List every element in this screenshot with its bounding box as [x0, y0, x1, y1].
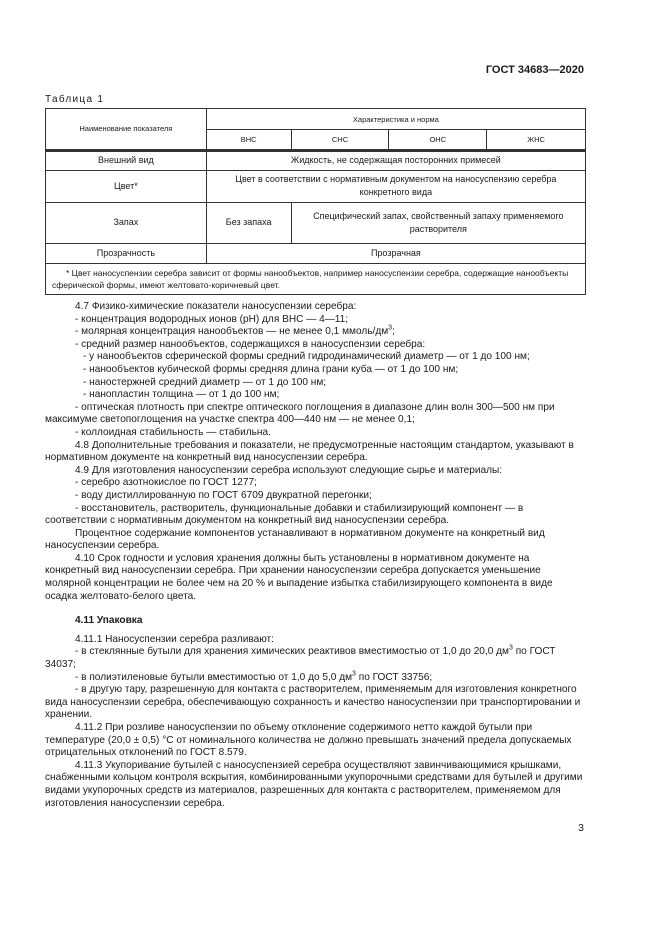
list-item: - средний размер нанообъектов, содержащихся в наносуспензии серебра:	[75, 338, 426, 350]
col-header-name: Наименование показателя	[46, 109, 207, 150]
list-item-text: ;	[392, 326, 395, 338]
page-number: 3	[578, 822, 584, 834]
row-value-transparency: Прозрачная	[206, 243, 585, 263]
col-header-group: Характеристика и норма	[206, 109, 585, 130]
subcol-zhns: ЖНС	[487, 130, 586, 150]
subcol-ons: ОНС	[389, 130, 487, 150]
row-name-color: Цвет*	[46, 170, 207, 202]
list-item-text: по ГОСТ 34037;	[45, 646, 556, 671]
row-name-appearance: Внешний вид	[46, 151, 207, 170]
list-item	[75, 672, 586, 685]
row-name-smell: Запах	[46, 202, 207, 243]
clause-4-9: 4.9 Для изготовления наносуспензии серебра используют следующие сырье и материалы:	[75, 464, 503, 476]
sub-list-item: - нанопластин толщина — от 1 до 100 нм;	[83, 389, 280, 401]
clause-4-11-3: 4.11.3 Укупоривание бутылей с наносуспензией серебра осуществляют завинчивающимися крышками, снабженными кольцом контроля вскрытия, комбинированными укупорочными средствами для бутылей и другими видами укупорочных средств из материалов, разрешенных для контакта с растворителем, применяемом для изготовления наносуспензии серебра.	[45, 759, 583, 809]
clause-4-10: 4.10 Срок годности и условия хранения должны быть установлены в нормативном документе на конкретный вид наносуспензии серебра. При хранении наносуспензии серебра допускается уменьшение молярной концентрации не более чем на 20 % и выпадение избытка стабилизирующего компонента в виде осадка желтовато-белого цвета.	[45, 552, 553, 602]
specification-table	[45, 108, 586, 295]
clause-4-11-1: 4.11.1 Наносуспензии серебра разливают:	[75, 633, 274, 645]
table-row	[46, 151, 586, 170]
table-row	[46, 202, 586, 243]
row-name-transparency: Прозрачность	[46, 243, 207, 263]
superscript: 3	[388, 324, 393, 332]
table-footnote: * Цвет наносуспензии серебра зависит от формы нанообъектов, например наносуспензии серебра, содержащие нанообъекты сферической формы, имеют желтовато-коричневый цвет.	[46, 263, 586, 294]
list-item: - в другую тару, разрешенную для контакта с растворителем, применяемым для изготовления конкретного вида наносуспензии серебра, обеспечивающую сохранность и качество наносуспензии при транспортировании и хранении.	[45, 684, 581, 721]
list-item-text: по ГОСТ 33756;	[355, 671, 433, 683]
list-item-text: - в стеклянные бутыли для хранения химических реактивов вместимостью от 1,0 до 20,0 дм	[75, 646, 509, 658]
document-body	[45, 301, 586, 810]
clause-4-11-2: 4.11.2 При розливе наносуспензии по объему отклонение содержимого нетто каждой бутыли при температуре (20,0 ± 0,5) °С от номинального количества не должно превышать значений предела допускаемых отрицательных отклонений по ГОСТ 8.579.	[45, 722, 572, 759]
table-row	[46, 170, 586, 202]
section-title: 4.11 Упаковка	[75, 615, 143, 627]
sub-list-item: - у нанообъектов сферической формы средний гидродинамический диаметр — от 1 до 100 нм;	[83, 351, 530, 363]
list-item: - восстановитель, растворитель, функциональные добавки и стабилизирующий компонент — в соответствии с нормативным документом на конкретный вид наносуспензии серебра.	[45, 502, 524, 527]
list-item	[75, 326, 586, 339]
table-row	[46, 243, 586, 263]
list-item: - оптическая плотность при спектре оптического поглощения в диапазоне длин волн 300—500 нм при максимуме светопоглощения на участке спектра 400—440 нм — не менее 0,1;	[45, 401, 555, 426]
list-item-text: - в полиэтиленовые бутыли вместимостью от 1,0 до 5,0 дм	[75, 671, 353, 683]
table-caption: Таблица 1	[45, 94, 105, 105]
row-value-appearance: Жидкость, не содержащая посторонних примесей	[206, 151, 585, 170]
list-item	[45, 646, 586, 671]
row-value-smell-others: Специфический запах, свойственный запаху применяемого растворителя	[291, 202, 585, 243]
subcol-vns: ВНС	[206, 130, 291, 150]
row-value-smell-vns: Без запаха	[206, 202, 291, 243]
subcol-sns: СНС	[291, 130, 389, 150]
sub-list-item: - наностержней средний диаметр — от 1 до 100 нм;	[83, 376, 327, 388]
superscript: 3	[508, 645, 513, 653]
row-value-color: Цвет в соответствии с нормативным документом на наносуспензию серебра конкретного вида	[206, 170, 585, 202]
clause-4-8: 4.8 Дополнительные требования и показатели, не предусмотренные настоящим стандартом, указывают в нормативном документе на конкретный вид наносуспензии серебра.	[45, 439, 574, 464]
superscript: 3	[352, 670, 356, 678]
list-item: - серебро азотнокислое по ГОСТ 1277;	[75, 477, 257, 489]
document-id: ГОСТ 34683—2020	[485, 64, 584, 76]
list-item: - концентрация водородных ионов (pH) для ВНС — 4—11;	[75, 313, 349, 325]
sub-list-item: - нанообъектов кубической формы средняя длина грани куба — от 1 до 100 нм;	[83, 363, 459, 375]
list-item: - воду дистиллированную по ГОСТ 6709 двукратной перегонки;	[75, 489, 372, 501]
list-item: - коллоидная стабильность — стабильна.	[75, 426, 271, 438]
list-item-text: - молярная концентрация нанообъектов — не менее 0,1 ммоль/дм	[75, 326, 389, 338]
paragraph: Процентное содержание компонентов устанавливают в нормативном документе на конкретный вид наносуспензии серебра.	[45, 527, 545, 552]
clause-4-7: 4.7 Физико-химические показатели наносуспензии серебра:	[75, 301, 357, 312]
